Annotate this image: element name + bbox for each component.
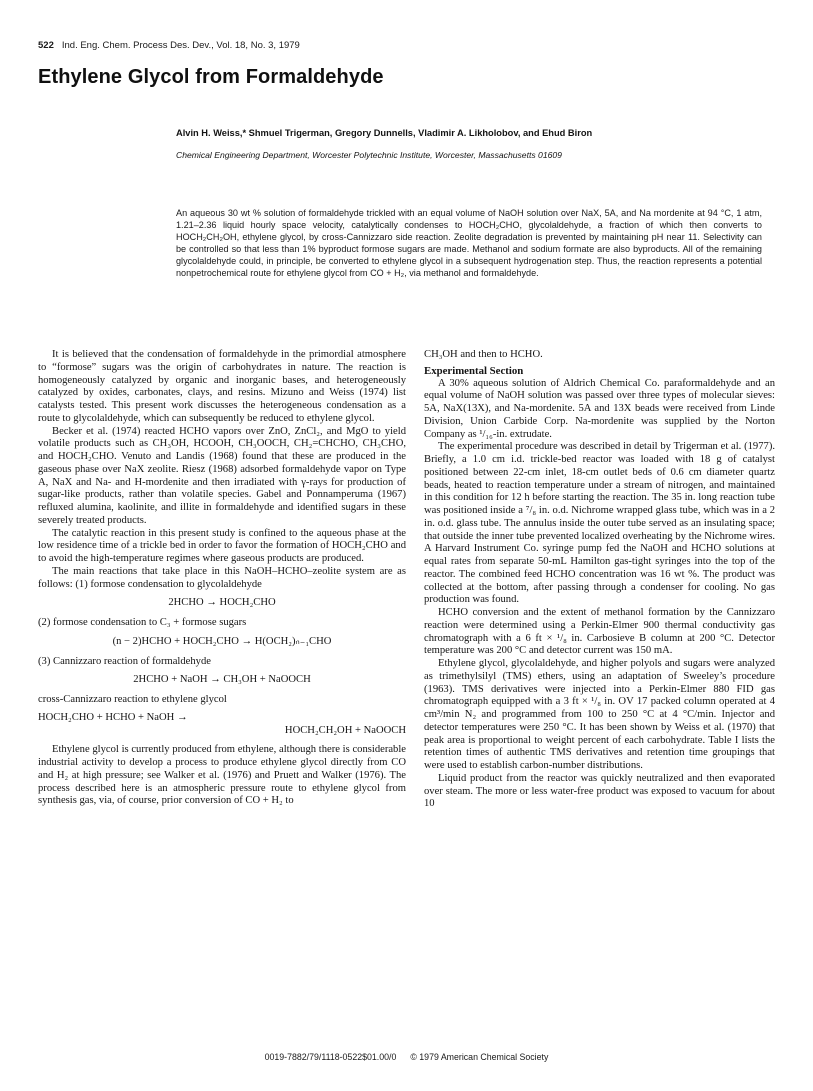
section-heading-experimental: Experimental Section [424, 364, 524, 377]
reaction-label-4: cross-Cannizzaro reaction to ethylene glycol [38, 694, 227, 705]
journal-citation: Ind. Eng. Chem. Process Des. Dev., Vol. 18, No. 3, 1979 [61, 40, 300, 51]
equation-sugars: (n − 2)HCHO + HOCH₂CHO → H(OCH₂)ₙ₋₁CHO [112, 635, 332, 647]
intro-paragraph-5: Ethylene glycol is currently produced from ethylene, although there is considerable industrial activity to develop a process to produce ethylene glycol directly from CO and H₂ at high pressure; see Walker et al. (1976) and Pruett and Walker (1976). The process described here is an atmospheric pressure route to ethylene glycol from synthesis gas, via, of course, prior conversion of CO + H₂ to [38, 744, 406, 807]
equation-cross-cannizzaro-rhs: HOCH₂CH₂OH + NaOOCH [284, 724, 406, 736]
intro-paragraph-1: It is believed that the condensation of formaldehyde in the primordial atmosphere to “formose” sugars was the origin of carbohydrates in nature. The reaction is homogeneously catalyzed by organic and inorganic bases, and heterogeneously catalyzed by oxides, carbonates, clays, and resins. Mizuno and Weiss (1974) list catalysts tested. This present work discusses the heterogeneous condensation as a route to glycolaldehyde, which can subsequently be reduced to ethylene glycol. [38, 349, 406, 424]
experimental-paragraph-4: Ethylene glycol, glycolaldehyde, and higher polyols and sugars were analyzed as trimethylsilyl (TMS) ethers, using an adaptation of Sweeley’s procedure (1963). TMS derivatives were injected into a Perkin-Elmer 880 FID gas chromatograph equipped with a 3 ft × ¹/₈ in. OV 17 packed column operated at 4 cm³/min N₂ and programmed from 100 to 250 °C at 4 °C/min. Injector and detector temperatures were 250 °C. It has been shown by Weiss et al. (1970) that peak area is proportional to weight percent of each carbohydrate. Table I lists the retention times of authentic TMS derivatives and retention time groupings that were used to establish carbon-number distributions. [424, 658, 775, 771]
experimental-paragraph-2: The experimental procedure was described in detail by Trigerman et al. (1977). Briefly, a 1.0 cm i.d. trickle-bed reactor was loaded with 18 g of catalyst positioned between 22-cm inlet, 18-cm outlet beds of 0.6 cm diameter quartz beads, heated to reaction temperature under a stream of nitrogen, and maintained in this condition for 12 h before starting the reaction. The 35 in. long reaction tube was positioned inside a ⁷/₈ in. o.d. Nichrome wrapped glass tube, which was in a 2 in. o.d. glass tube. The annulus inside the outer tube served as an insulating space; that outside the inner tube prevented localized overheating by the Nichrome wires. A Harvard Instrument Co. syringe pump fed the NaOH and HCHO solutions at equal rates from separate 50-mL Hamilton gas-tight syringes into the top of the reactor. The combined feed HCHO concentration was 16 wt %. The product was collected at the bottom, after passing through a condenser for cooling. No gas production was found. [424, 441, 775, 606]
article-code: 0019-7882/79/1118-0522$01.00/0 [264, 1052, 397, 1062]
continued-sentence: CH₃OH and then to HCHO. [424, 349, 543, 360]
reaction-label-3: (3) Cannizzaro reaction of formaldehyde [38, 655, 211, 667]
experimental-paragraph-3: HCHO conversion and the extent of methanol formation by the Cannizzaro reaction were determined using a Perkin-Elmer 900 thermal conductivity gas chromatograph with a 6 ft × ¹/₈ in. Carbosieve B column at 200 °C. Detector temperature was 200 °C and detector current was 150 mA. [424, 607, 775, 657]
page-footer [0, 1052, 813, 1062]
intro-paragraph-3: The catalytic reaction in this present study is confined to the aqueous phase at the low residence time of a trickle bed in order to favor the formation of HOCH₂CHO and to avoid the high-temperature regimes where gaseous products are produced. [38, 527, 406, 564]
experimental-paragraph-1: A 30% aqueous solution of Aldrich Chemical Co. paraformaldehyde and an equal volume of NaOH solution was passed over three types of molecular sieves: 5A, NaX(13X), and Na-mordenite. 5A and 13X beads were received from Linde Division, Union Carbide Corp. Na-mordenite was supplied by the Norton Company as ¹/₁₆-in. extrudate. [424, 377, 775, 440]
equation-cross-cannizzaro-lhs: HOCH₂CHO + HCHO + NaOH → [38, 711, 188, 723]
author-list: Alvin H. Weiss,* Shmuel Trigerman, Gregory Dunnells, Vladimir A. Likholobov, and Ehud Biron [176, 128, 593, 138]
equation-cannizzaro: 2HCHO + NaOH → CH₃OH + NaOOCH [133, 674, 311, 686]
intro-paragraph-4: The main reactions that take place in this NaOH–HCHO–zeolite system are as follows: (1) formose condensation to glycolaldehyde [38, 565, 406, 590]
author-affiliation: Chemical Engineering Department, Worcester Polytechnic Institute, Worcester, Massachusetts 01609 [176, 150, 562, 160]
abstract: An aqueous 30 wt % solution of formaldehyde trickled with an equal volume of NaOH solution over NaX, 5A, and Na mordenite at 94 °C, 1 atm, 1.21–2.36 liquid hourly space velocity, catalytically condenses to HOCH₂CHO, glycolaldehyde, a fraction of which then converts to HOCH₂CH₂OH, ethylene glycol, by cross-Cannizzaro side reaction. Zeolite degradation is prevented by maintaining pH near 11. Selectivity can be controlled so that less than 1% byproduct formose sugars are made. Methanol and sodium formate are also byproducts. All of the remaining glycolaldehyde could, in principle, be converted to ethylene glycol in a subsequent hydrogenation step. Thus, the reaction represents a potential nonpetrochemical route for ethylene glycol from CO + H₂, via methanol and formaldehyde. [176, 208, 762, 279]
equation-formose: 2HCHO → HOCH₂CHO [168, 597, 276, 609]
running-header [38, 40, 300, 51]
intro-paragraph-2: Becker et al. (1974) reacted HCHO vapors over ZnO, ZnCl₂, and MgO to yield volatile products such as CH₃OH, HCOOH, CH₃OOCH, CH₂=CHCHO, CH₃CHO, and HOCH₂CHO. Venuto and Landis (1968) found that these are produced in the gaseous phase over NaX zeolite. Riesz (1968) adsorbed formaldehyde vapor on Type A, NaX and Na- and H-mordenite and then irradiated with γ-rays for production of sugar-like products, rather than volatile species. Gabel and Ponnamperuma (1967) refluxed alumina, kaolinite, and illite in formaldehyde and identified sugars in these severely treated products. [38, 425, 406, 526]
reaction-label-2: (2) formose condensation to C₃ + formose sugars [38, 617, 247, 628]
page-number: 522 [38, 40, 54, 51]
right-column [424, 349, 775, 811]
left-column [38, 349, 406, 808]
experimental-paragraph-5: Liquid product from the reactor was quickly neutralized and then evaporated over steam. The more or less water-free product was exposed to vacuum for about 10 [424, 772, 775, 810]
article-title: Ethylene Glycol from Formaldehyde [38, 66, 384, 88]
copyright-notice: © 1979 American Chemical Society [410, 1052, 549, 1062]
